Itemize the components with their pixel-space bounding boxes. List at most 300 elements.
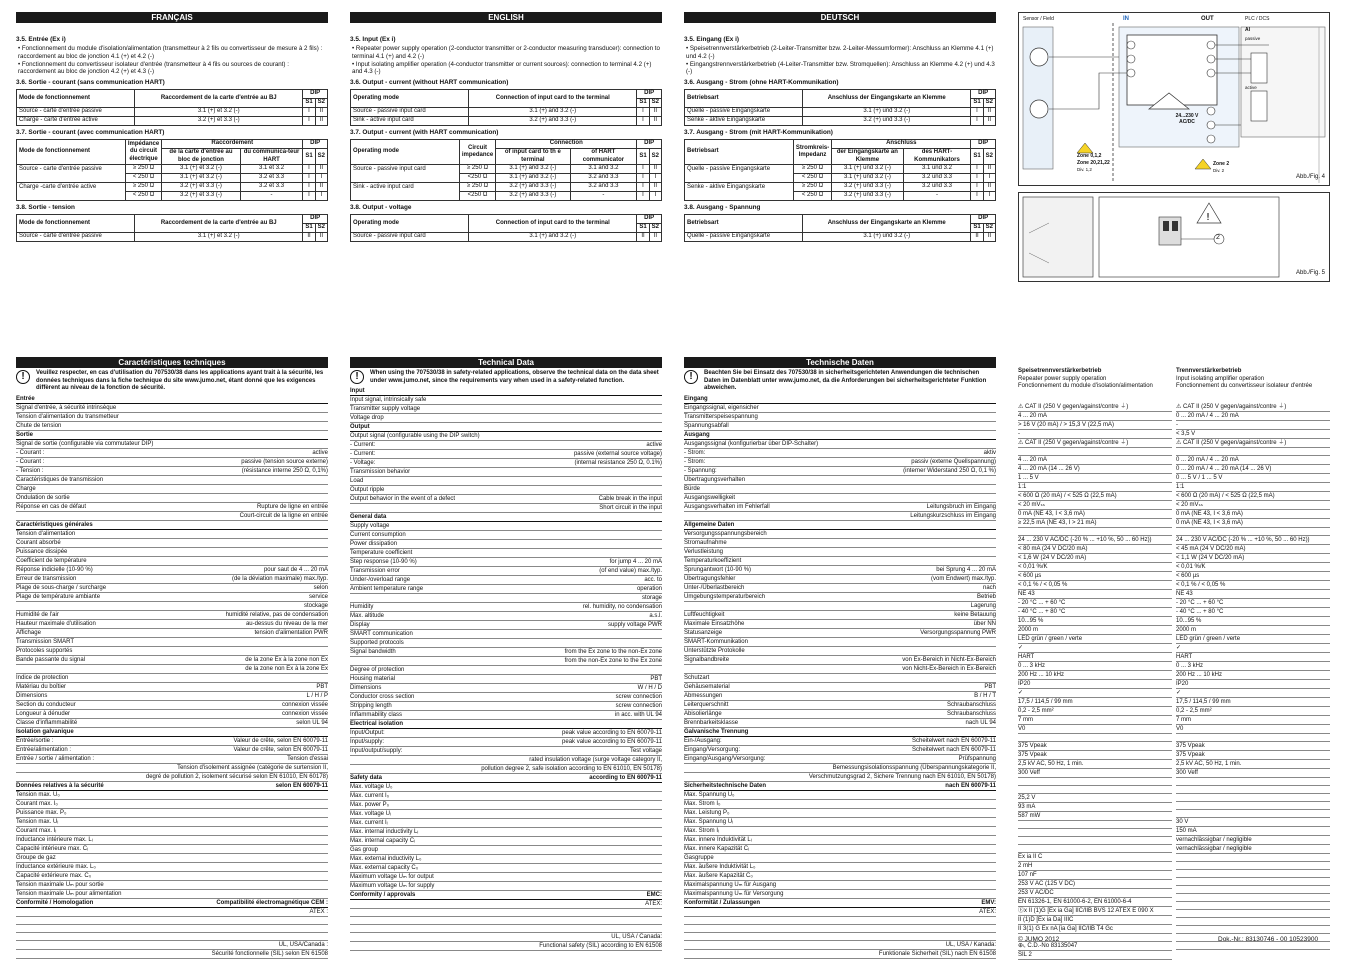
table-row: [351, 183, 662, 192]
table-cell: 3.2 (+) und 3.3 (-): [832, 183, 903, 192]
spec-value: from the Ex zone to the non-Ex zone: [564, 649, 662, 655]
table-cell: II: [649, 183, 661, 192]
th-dip: DIP: [637, 90, 662, 99]
spec-row: [684, 548, 996, 557]
spec-row: [350, 495, 662, 504]
th-s1: S1: [637, 149, 649, 165]
spec-value: screw connection: [615, 703, 662, 709]
spec-key: Ondulation de sortie: [16, 494, 70, 501]
spec-row: [350, 810, 662, 819]
table-row: [17, 233, 328, 242]
table-cell: ≥ 250 Ω: [459, 165, 495, 174]
spec-key: Ausgangssignal (konfigurierbar über DIP-Schalter): [684, 440, 819, 447]
spec-value: Sécurité fonctionnelle (SIL) selon EN 61508: [211, 950, 328, 957]
value-cell: 2 mH: [1018, 862, 1172, 871]
table-cell: I: [971, 183, 983, 192]
column-de: [684, 12, 996, 242]
value-cell: > 16 V (20 mA) / > 15,3 V (22,5 mA): [1018, 421, 1172, 430]
spec-row: [16, 503, 328, 512]
spec-row: [16, 413, 328, 422]
value-cell: 30 V: [1176, 818, 1330, 827]
spec-key: Puissance dissipée: [16, 548, 68, 555]
value-cell: 2,5 kV AC, 50 Hz, 1 min.: [1176, 760, 1330, 769]
spec-key: Supply voltage: [350, 523, 390, 529]
spec-row: [684, 881, 996, 890]
table-cell: I: [303, 183, 315, 192]
spec-row: [350, 531, 662, 540]
spec-row: [16, 773, 328, 782]
fig5-caption: Abb./Fig. 5: [1295, 269, 1325, 276]
spec-key: Capacité intérieure max. Cᵢ: [16, 845, 88, 852]
value-cell: 375 Vpeak: [1176, 742, 1330, 751]
th-connection: Anschluss der Eingangskarte an Klemme: [803, 215, 971, 233]
spec-key: Safety data: [350, 775, 383, 781]
spec-row: [16, 404, 328, 413]
value-cell: 7 mm: [1176, 716, 1330, 725]
table-cell: I: [303, 165, 315, 174]
spec-row: [350, 855, 662, 864]
spec-row: [684, 764, 996, 773]
spec-value: screw connection: [615, 694, 662, 700]
spec-value: PBT: [650, 676, 662, 682]
value-cell: [1176, 778, 1330, 786]
spec-row: [684, 854, 996, 863]
table-cell: I: [971, 165, 983, 174]
spec-row: [684, 647, 996, 656]
spec-value: UL, USA/Canada :: [278, 941, 328, 948]
spec-row: [684, 566, 996, 575]
spec-value: storage: [641, 595, 662, 601]
value-cell: 0 mA (NE 43, I < 3,6 mA): [1176, 519, 1330, 528]
spec-row: [684, 845, 996, 854]
spec-row: [16, 764, 328, 773]
spec-key: Max. current I₀: [350, 793, 390, 799]
table-row: [17, 165, 328, 174]
spec-row: [684, 899, 996, 908]
table-cell: 3.1 (+) und 3.2 (-): [832, 165, 903, 174]
spec-row: [684, 584, 996, 593]
spec-row: [684, 602, 996, 611]
spec-row: [350, 450, 662, 459]
th-connection: Raccordement de la carte d'entrée au BJ: [135, 215, 303, 233]
spec-row: [350, 486, 662, 495]
spec-key: Plage de sous-charge / surcharge: [16, 584, 107, 591]
heading-output-current-de: 3.6. Ausgang - Strom (ohne HART-Kommunikation): [684, 79, 839, 86]
table-cell: 3.1 (+) und 3.2 (-): [832, 174, 903, 183]
spec-key: Inflammability class: [350, 712, 403, 718]
spec-row: [684, 611, 996, 620]
fig4-ai-label: AI: [1245, 27, 1250, 33]
spec-row: [350, 933, 662, 942]
value-cell: [1018, 786, 1172, 794]
spec-row: [16, 629, 328, 638]
spec-key: Sicherheitstechnische Daten: [684, 782, 767, 789]
spec-key: Indice de protection: [16, 674, 69, 681]
th-connection: Anschluss der Eingangskarte an Klemme: [803, 90, 971, 108]
spec-key: Transmission error: [350, 568, 400, 574]
table-cell: II: [315, 183, 327, 192]
spec-row: [16, 881, 328, 890]
spec-key: Statusanzeige: [684, 629, 723, 636]
th-connection-card: de la carte d'entrée au bloc de jonction: [162, 149, 241, 165]
spec-row: [16, 638, 328, 647]
spec-value: Betrieb: [976, 593, 996, 600]
spec-value: ATEX:: [645, 901, 662, 907]
value-cell: [1176, 810, 1330, 818]
value-cell: 375 Vpeak: [1176, 751, 1330, 760]
spec-row: [350, 801, 662, 810]
spec-row: [350, 873, 662, 882]
spec-key: Load: [350, 478, 364, 484]
spec-row: [16, 809, 328, 818]
value-cell: HART: [1018, 653, 1172, 662]
table-cell: 3.2 (+) and 3.3 (-): [469, 117, 637, 126]
th-impedance: Stromkreis-Impedanz: [793, 140, 831, 165]
spec-value: Short circuit in the input: [599, 505, 662, 511]
value-cell: - 20 °C ... + 60 °C: [1176, 599, 1330, 608]
value-cell: 10...95 %: [1018, 617, 1172, 626]
value-cell: 1 ... 5 V: [1018, 474, 1172, 483]
spec-row: [16, 620, 328, 629]
spec-row: [16, 467, 328, 476]
spec-key: Max. Strom Iᵢ: [684, 827, 719, 834]
table-cell: 3.2 (+) und 3.3 (-): [803, 117, 971, 126]
spec-en: [350, 357, 662, 951]
heading-output-current-en: 3.6. Output - current (without HART communication): [350, 79, 509, 86]
spec-key: Power dissipation: [350, 541, 398, 547]
spec-value: Prüfspannung: [958, 755, 996, 762]
spec-value: de la zone Ex à la zone non Ex: [245, 656, 328, 663]
value-cell: < 600 µs: [1018, 572, 1172, 581]
fig4-in-label: IN: [1123, 16, 1129, 22]
table-cell: Sink - active input card: [351, 117, 469, 126]
table-cell: ≥ 250 Ω: [459, 183, 495, 192]
value-cell: 0,2 - 2,5 mm²: [1176, 707, 1330, 716]
spec-row: [16, 548, 328, 557]
spec-key: Courant max. I₀: [16, 800, 58, 807]
spec-key: Stripping length: [350, 703, 392, 709]
safety-warning: [16, 370, 328, 393]
table-cell: [17, 192, 126, 201]
value-cell: [1176, 878, 1330, 886]
spec-key: Humidité de l'air: [16, 611, 59, 618]
warning-icon: !: [16, 370, 30, 384]
th-connection-hart: of HART communicator: [570, 149, 637, 165]
spec-key: Unterstützte Protokolle: [684, 647, 745, 654]
spec-value: Schraubanschluss: [946, 710, 996, 717]
heading-output-voltage-en: 3.8. Output - voltage: [350, 204, 412, 211]
spec-row: [684, 746, 996, 755]
heading-output-hart-en: 3.7. Output - current (with HART communication): [350, 129, 499, 136]
warning-text: When using the 707530/38 in safety-related applications, observe the technical data on the data sheet under www.jumo.net, since the requirements vary when used in a safety-related function.: [370, 370, 659, 384]
spec-key: Max. external capacity C₀: [350, 865, 419, 871]
spec-row: [684, 431, 996, 440]
spec-row: [350, 747, 662, 756]
value-cell: [1176, 794, 1330, 802]
table-row: [17, 108, 328, 117]
th-connection-hart: du communica-teur HART: [240, 149, 303, 165]
spec-key: Output behavior in the event of a defect: [350, 496, 456, 502]
spec-key: Entrée / sortie / alimentation :: [16, 755, 95, 762]
th-s2: S2: [983, 224, 995, 233]
spec-row: [684, 593, 996, 602]
input-bullet-1: • Repeater power supply operation (2-conductor transmitter or 2-conductor measuring transducer): connection to terminal 4.1 (+) and 4.2 (-): [352, 45, 660, 60]
spec-key: Tension d'alimentation: [16, 530, 76, 537]
value-cell: 17,5 / 114,5 / 99 mm: [1176, 698, 1330, 707]
spec-key: - Current:: [350, 442, 376, 448]
spec-key: Maximum voltage Uₘ for supply: [350, 883, 435, 889]
heading-input-de: 3.5. Eingang (Ex i): [684, 36, 740, 43]
spec-row: [16, 728, 328, 737]
value-cell: 24 ... 230 V AC/DC (-20 % ... +10 %, 50 ... 60 Hz)): [1018, 536, 1172, 545]
section-header-de: DEUTSCH: [684, 12, 996, 23]
value-cell: 0 ... 5 V / 1 ... 5 V: [1176, 474, 1330, 483]
spec-key: Input signal, intrinsically safe: [350, 397, 427, 403]
spec-key: Tension maximale Uₘ pour alimentation: [16, 890, 122, 897]
spec-key: Charge: [16, 485, 36, 492]
spec-row: [350, 711, 662, 720]
th-dip: DIP: [303, 215, 328, 224]
spec-key: Verlustleistung: [684, 548, 724, 555]
spec-value: active: [312, 449, 328, 456]
spec-key: Eingangssignal, eigensicher: [684, 404, 759, 411]
spec-key: Entrée/sortie :: [16, 737, 54, 744]
spec-value: rated insulation voltage (surge voltage category II,: [529, 757, 662, 763]
spec-key: Sortie: [16, 431, 34, 438]
spec-key: Max. current Iᵢ: [350, 820, 388, 826]
column-en: [350, 12, 662, 242]
spec-key: Housing material: [350, 676, 396, 682]
spec-key: Transmission SMART: [16, 638, 75, 645]
table-row: [685, 183, 996, 192]
spec-row: [16, 557, 328, 566]
spec-key: Max. altitude: [350, 613, 385, 619]
value-cell: SIL 2: [1018, 951, 1172, 960]
spec-key: SMART communication: [350, 631, 413, 637]
spec-value: ATEX :: [309, 908, 328, 915]
warning-text: Beachten Sie bei Einsatz des 707530/38 in sicherheitsgerichteten Anwendungen die technischen Daten im Datenblatt unter www.jumo.net, da die Anforderungen bei sicherheitsgerichteter Funktion abweichen.: [704, 370, 987, 391]
spec-value: selon: [313, 584, 328, 591]
spec-value: in acc. with UL 94: [614, 712, 662, 718]
spec-key: Gehäusematerial: [684, 683, 730, 690]
spec-key: Plage de température ambiante: [16, 593, 101, 600]
spec-row: [684, 404, 996, 413]
spec-value: active: [646, 442, 662, 448]
spec-value: pollution degree 2, safe isolation according to EN 61010, EN 50178): [481, 766, 662, 772]
spec-row: [684, 503, 996, 512]
spec-row: [684, 638, 996, 647]
spec-row: [350, 558, 662, 567]
spec-key: Coefficient de température: [16, 557, 87, 564]
th-s1: S1: [971, 99, 983, 108]
th-s2: S2: [983, 99, 995, 108]
value-cell: 0 mA (NE 43, I < 3,6 mA): [1176, 510, 1330, 519]
spec-value: Scheitelwert nach EN 60079-11: [912, 746, 996, 753]
spec-row: [684, 890, 996, 899]
table-cell: 3.2 und 3.3: [903, 183, 971, 192]
spec-row: [16, 476, 328, 485]
spec-row: [16, 485, 328, 494]
spec-row: [16, 602, 328, 611]
spec-row: [350, 729, 662, 738]
spec-key: Classe d'inflammabilité: [16, 719, 78, 726]
value-cell: < 0,1 % / < 0,05 %: [1176, 581, 1330, 590]
spec-value: nach: [982, 584, 996, 591]
table-output-voltage: [350, 214, 662, 242]
value-cell: < 1,1 W (24 V DC/20 mA): [1176, 554, 1330, 563]
spec-value: stockage: [303, 602, 328, 609]
spec-value: service: [308, 593, 328, 600]
spec-row: [16, 908, 328, 917]
value-cell: -: [1176, 421, 1330, 430]
spec-row: [350, 540, 662, 549]
spec-row: [350, 909, 662, 917]
table-cell: 3.2 (+) and 3.3 (-): [496, 183, 570, 192]
spec-row: [350, 576, 662, 585]
spec-value: aktiv: [983, 449, 996, 456]
spec-row: [350, 504, 662, 513]
spec-key: Supported protocols: [350, 640, 404, 646]
spec-key: Ausgang: [684, 431, 710, 438]
fig4-caption: Abb./Fig. 4: [1295, 173, 1325, 180]
th-mode: Mode de fonctionnement: [17, 215, 135, 233]
svg-text:!: !: [1206, 212, 1211, 223]
spec-row: [684, 863, 996, 872]
spec-value: passiv (externe Quellspannung): [911, 458, 996, 465]
spec-key: Isolation galvanique: [16, 728, 74, 735]
spec-row: [16, 782, 328, 791]
table-cell: -: [903, 192, 971, 201]
spec-key: - Spannung:: [684, 467, 717, 474]
value-cell: [1176, 918, 1330, 926]
spec-value: a.s.l.: [649, 613, 662, 619]
value-cell: [1176, 910, 1330, 918]
value-cell: [1176, 448, 1330, 456]
th-mode: Operating mode: [351, 215, 469, 233]
value-cell: 107 nF: [1018, 871, 1172, 880]
value-cell: 2,5 kV AC, 50 Hz, 1 min.: [1018, 760, 1172, 769]
spec-key: Max. power P₀: [350, 802, 390, 808]
spec-row: [350, 459, 662, 468]
spec-row: [16, 791, 328, 800]
table-cell: II: [983, 233, 995, 242]
spec-row: [684, 485, 996, 494]
spec-row: [16, 933, 328, 941]
th-mode: Betriebsart: [685, 140, 794, 165]
warning-text: Veuillez respecter, en cas d'utilisation du 707530/38 dans les applications ayant trait à la sécurité, les données techniques dans la fiche technique du site www.jumo.net, étant donné que les exigences diffèrent au niveau de la fonction de sécurité.: [36, 370, 324, 391]
spec-row: [684, 521, 996, 530]
spec-row: [16, 925, 328, 933]
spec-value: peak value according to EN 60079-11: [562, 739, 662, 745]
value-cell: Ⓔx II (1)G [Ex ia Ga] IIC/IIB BVS 12 ATEX E 090 X: [1018, 907, 1172, 916]
table-cell: ≥ 250 Ω: [125, 183, 161, 192]
spec-value: B / H / T: [974, 692, 996, 699]
table-cell: II: [315, 108, 327, 117]
table-cell: 3.1 (+) and 3.2 (-): [469, 108, 637, 117]
value-cell: < 3,5 V: [1176, 430, 1330, 439]
spec-key: - Strom:: [684, 449, 706, 456]
spec-row: [350, 675, 662, 684]
spec-key: Output signal (configurable using the DIP switch): [350, 433, 480, 439]
value-cell: [1176, 926, 1330, 934]
value-cell: ⚠ CAT II (250 V gegen/against/contre ⏚): [1018, 403, 1172, 412]
spec-value: supply voltage PWR: [607, 622, 662, 628]
spec-key: Abisolierlänge: [684, 710, 722, 717]
spec-row: [684, 755, 996, 764]
table-row: [17, 117, 328, 126]
fig4-zone1c-label: Div. 1,2: [1077, 167, 1092, 172]
spec-row: [350, 432, 662, 441]
fig4-zone2b-label: Div. 2: [1213, 168, 1225, 173]
value-cell: ⚠ CAT II (250 V gegen/against/contre ⏚): [1018, 439, 1172, 448]
value-cell: 2000 m: [1176, 626, 1330, 635]
spec-row: [350, 925, 662, 933]
value-cell: EN 61326-1, EN 61000-6-2, EN 61000-6-4: [1018, 898, 1172, 907]
value-cell: ✓: [1176, 644, 1330, 653]
spec-row: [350, 702, 662, 711]
spec-value: ATEX:: [979, 908, 996, 915]
value-cell: IP20: [1018, 680, 1172, 689]
th-connection: Connection: [496, 140, 637, 149]
th-mode: Mode de fonctionnement: [17, 140, 126, 165]
value-cell: [1018, 821, 1172, 829]
spec-row: [684, 476, 996, 485]
spec-row: [350, 648, 662, 657]
table-cell: <250 Ω: [459, 174, 495, 183]
spec-value: (vom Endwert) max./typ.: [930, 575, 996, 582]
spec-key: Display: [350, 622, 370, 628]
th-mode: Betriebsart: [685, 215, 803, 233]
table-cell: 3.2 (+) und 3.3 (-): [832, 192, 903, 201]
spec-value: au-dessus du niveau de la mer: [245, 620, 328, 627]
spec-row: [684, 827, 996, 836]
values-isolator: [1176, 357, 1330, 960]
spec-row: [684, 692, 996, 701]
value-cell: 253 V AC (125 V DC): [1018, 880, 1172, 889]
spec-row: [350, 693, 662, 702]
spec-key: Bande passante du signal: [16, 656, 86, 663]
spec-row: [684, 575, 996, 584]
spec-value: (internal resistance 250 Ω, 0.1%): [574, 460, 662, 466]
table-cell: [351, 192, 460, 201]
value-cell: [1176, 886, 1330, 894]
spec-value: nach UL 94: [965, 719, 996, 726]
spec-row: [350, 846, 662, 855]
table-row: [351, 192, 662, 201]
spec-row: [350, 657, 662, 666]
value-cell: [1018, 837, 1172, 845]
spec-key: Leiterquerschnitt: [684, 701, 729, 708]
table-cell: Senke - aktive Eingangskarte: [685, 183, 794, 192]
value-cell: 375 Vpeak: [1018, 751, 1172, 760]
spec-row: [16, 593, 328, 602]
spec-row: [350, 585, 662, 594]
spec-row: [350, 594, 662, 603]
spec-key: Step response (10-90 %): [350, 559, 417, 565]
spec-key: Temperature coefficient: [350, 550, 413, 556]
spec-value: from the non-Ex zone to the Ex zone: [564, 658, 662, 664]
spec-row: [350, 765, 662, 774]
spec-row: [16, 890, 328, 899]
spec-key: Erreur de transmission: [16, 575, 77, 582]
fig4-zone1b-label: Zone 20,21,22: [1077, 160, 1110, 166]
spec-row: [684, 719, 996, 728]
spec-key: Voltage drop: [350, 415, 384, 421]
spec-key: Output: [350, 424, 370, 430]
spec-key: Unter-/Überlastbereich: [684, 584, 745, 591]
value-cell: II (1)D [Ex ia Da] IIIC: [1018, 916, 1172, 925]
spec-key: Stromaufnahme: [684, 539, 727, 546]
